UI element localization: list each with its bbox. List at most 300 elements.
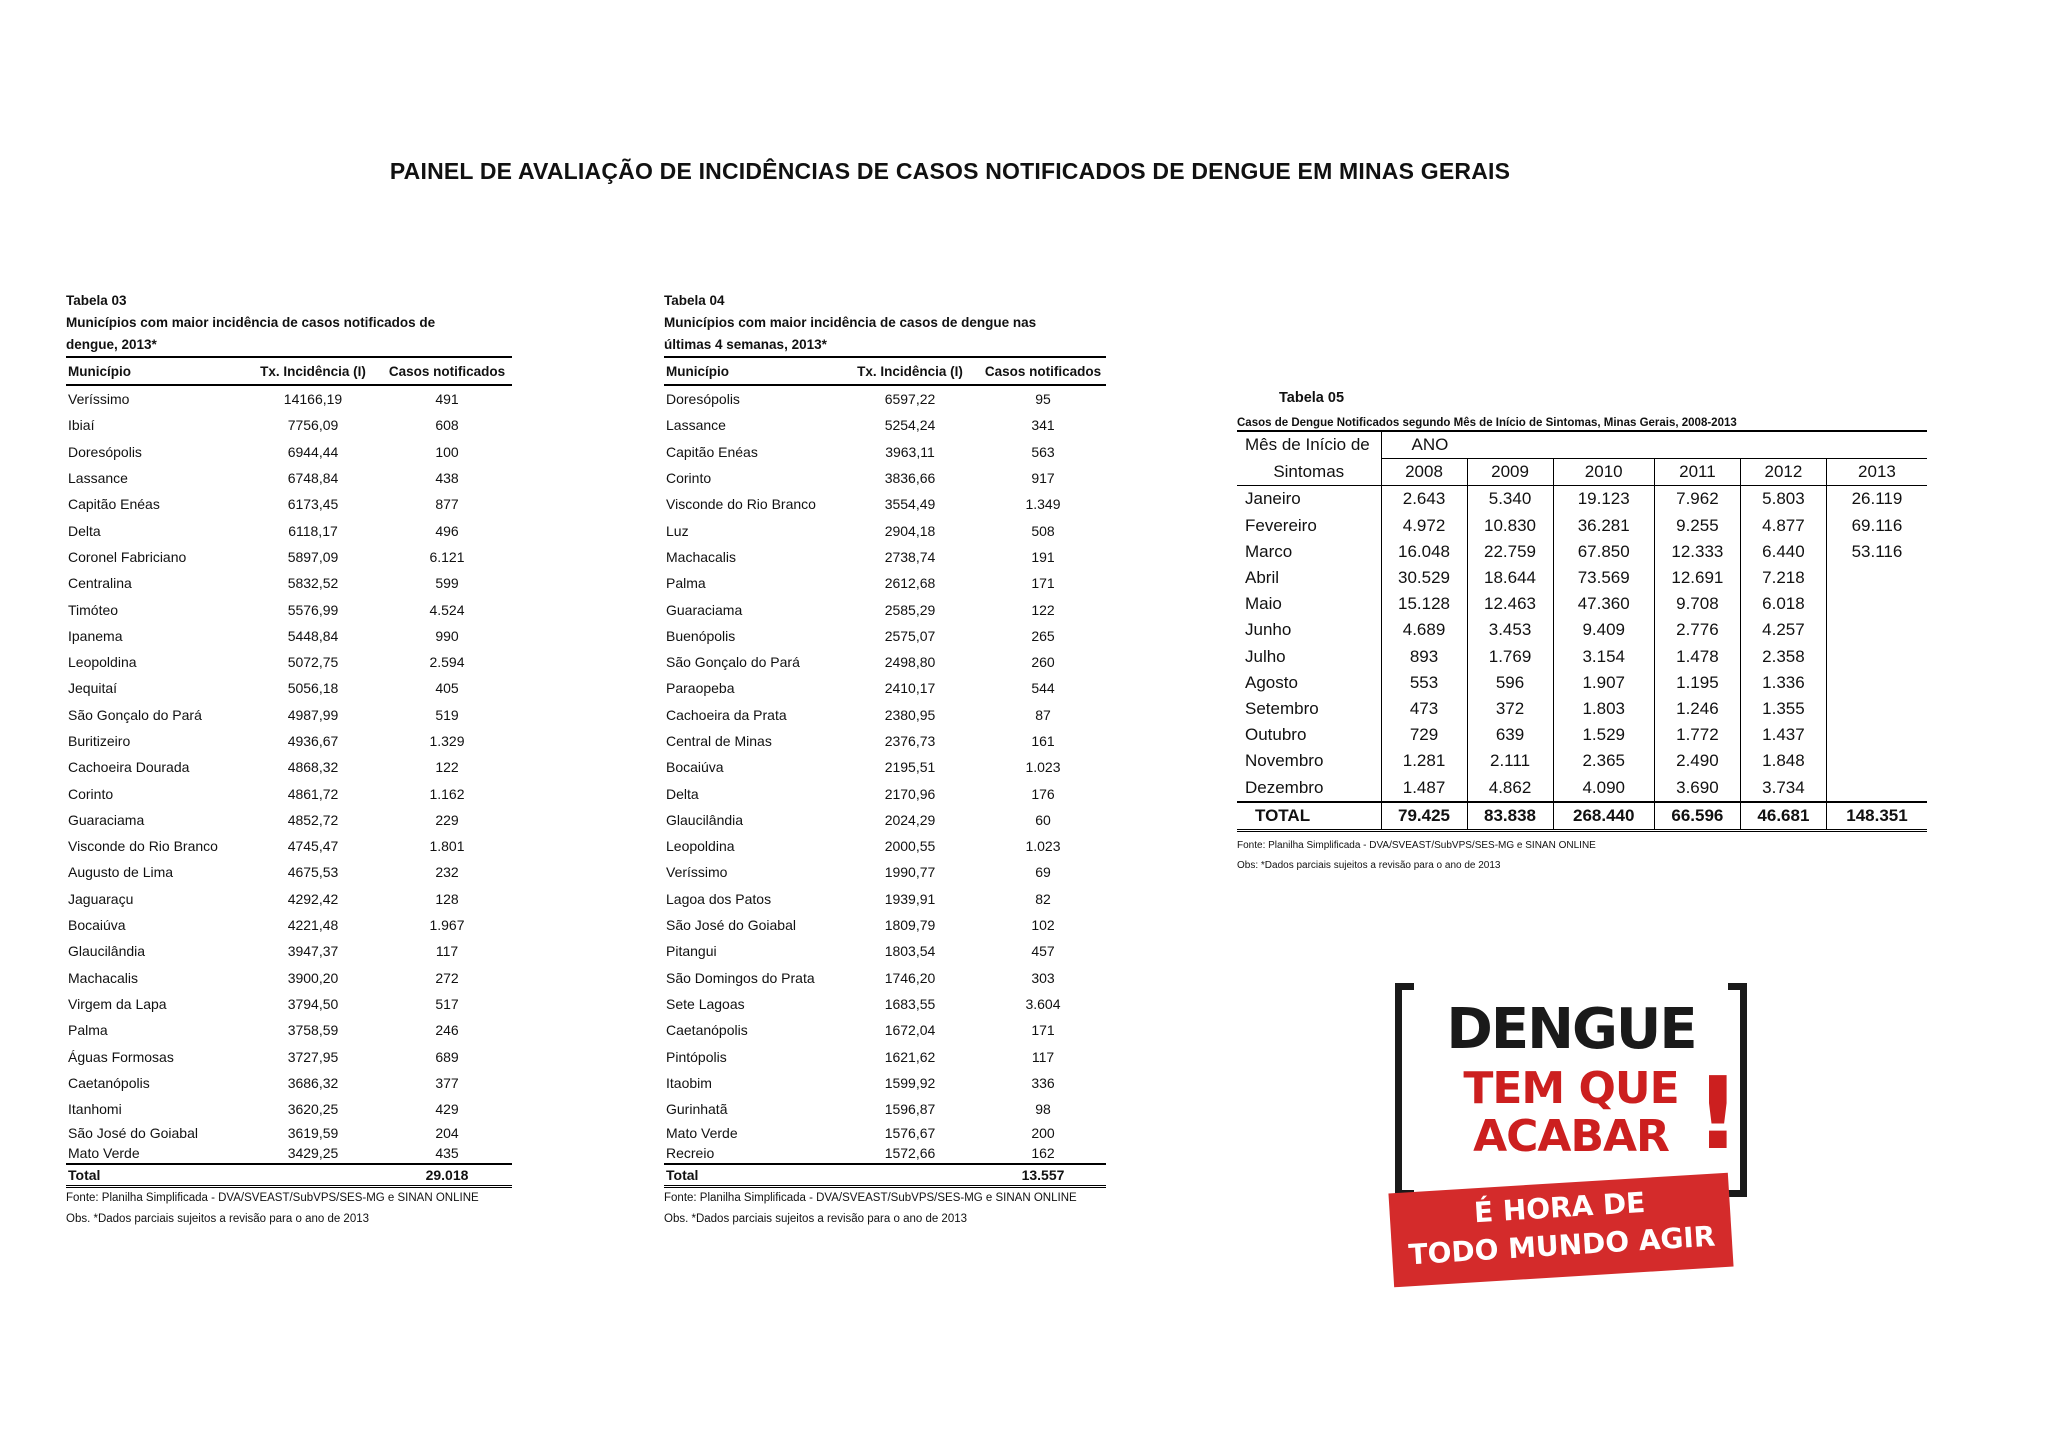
cases-cell: 15.128 — [1381, 591, 1467, 617]
incidence-cell: 2612,68 — [884, 575, 936, 592]
month-row — [1237, 617, 1927, 643]
table-row — [66, 938, 512, 964]
incidence-cell: 1596,87 — [884, 1101, 936, 1118]
cases-cell: 2.365 — [1553, 748, 1654, 774]
table-row — [664, 886, 1106, 912]
table-row — [664, 754, 1106, 780]
cases-cell: 1.769 — [1467, 644, 1553, 670]
cases-cell: 1.848 — [1740, 748, 1826, 774]
year-header: 2008 — [1381, 459, 1467, 486]
total-value: 29.018 — [380, 1164, 512, 1187]
municipio-cell: Guaraciama — [666, 601, 743, 618]
month-cell: Fevereiro — [1237, 513, 1381, 539]
incidence-cell: 2904,18 — [884, 522, 936, 539]
month-cell: Janeiro — [1237, 486, 1381, 513]
incidence-cell: 2380,95 — [884, 706, 936, 723]
cases-cell: 429 — [435, 1101, 459, 1118]
cases-cell: 162 — [1031, 1145, 1055, 1162]
cases-cell: 435 — [435, 1145, 459, 1162]
total-row — [1237, 802, 1927, 831]
cases-cell: 272 — [435, 969, 459, 986]
municipio-cell: Bocaiúva — [68, 917, 126, 934]
cases-cell — [1826, 591, 1927, 617]
municipio-cell: São Gonçalo do Pará — [68, 706, 202, 723]
municipio-cell: Recreio — [666, 1145, 715, 1162]
incidence-cell: 4861,72 — [287, 785, 339, 802]
incidence-cell: 1939,91 — [884, 890, 936, 907]
cases-cell: 553 — [1381, 670, 1467, 696]
table-caption: Casos de Dengue Notificados segundo Mês de Início de Sintomas, Minas Gerais, 2008-2013 — [1237, 417, 1927, 432]
table-row — [664, 465, 1106, 491]
table-row — [664, 649, 1106, 675]
municipio-cell: Águas Formosas — [68, 1048, 174, 1065]
table-row — [66, 965, 512, 991]
table-row — [664, 912, 1106, 938]
table-row — [664, 991, 1106, 1017]
table-row — [664, 570, 1106, 596]
table-row — [664, 412, 1106, 438]
cases-cell: 1.023 — [1025, 838, 1061, 855]
cases-cell: 544 — [1031, 680, 1055, 697]
table-row — [66, 649, 512, 675]
table-row — [664, 491, 1106, 517]
cases-cell: 9.255 — [1654, 513, 1740, 539]
cases-cell: 491 — [435, 391, 459, 408]
cases-cell: 260 — [1031, 654, 1055, 671]
month-row — [1237, 670, 1927, 696]
table-row — [664, 385, 1106, 412]
cases-cell: 2.594 — [429, 654, 465, 671]
table-caption: Municípios com maior incidência de casos de dengue nas — [664, 315, 1037, 330]
table-row — [664, 702, 1106, 728]
month-row — [1237, 486, 1927, 513]
cases-cell: 689 — [435, 1048, 459, 1065]
municipio-cell: Itaobim — [666, 1074, 712, 1091]
cases-cell: 1.437 — [1740, 722, 1826, 748]
municipio-cell: Bocaiúva — [666, 759, 724, 776]
municipio-cell: Mato Verde — [666, 1124, 738, 1141]
month-cell: Abril — [1237, 565, 1381, 591]
cases-cell: 639 — [1467, 722, 1553, 748]
cases-cell: 3.734 — [1740, 774, 1826, 801]
municipio-cell: Capitão Enéas — [68, 496, 160, 513]
table-row — [66, 780, 512, 806]
municipio-cell: Leopoldina — [666, 838, 735, 855]
cases-cell: 2.643 — [1381, 486, 1467, 513]
table-row — [66, 833, 512, 859]
cases-cell: 917 — [1031, 470, 1055, 487]
incidence-cell: 3947,37 — [287, 943, 339, 960]
incidence-cell: 1803,54 — [884, 943, 936, 960]
municipio-cell: Ipanema — [68, 627, 123, 644]
month-cell: Agosto — [1237, 670, 1381, 696]
month-row — [1237, 748, 1927, 774]
table-row — [66, 491, 512, 517]
incidence-cell: 1746,20 — [884, 969, 936, 986]
incidence-cell: 4745,47 — [287, 838, 339, 855]
table-row — [66, 1070, 512, 1096]
month-cell: Novembro — [1237, 748, 1381, 774]
incidence-cell: 3727,95 — [287, 1048, 339, 1065]
cases-cell: 122 — [435, 759, 459, 776]
year-group-header: ANO — [1381, 432, 1927, 459]
cases-cell: 117 — [1031, 1048, 1055, 1065]
year-header: 2010 — [1553, 459, 1654, 486]
cases-cell: 4.257 — [1740, 617, 1826, 643]
table-row — [66, 1043, 512, 1069]
table-row — [664, 833, 1106, 859]
cases-cell: 3.453 — [1467, 617, 1553, 643]
cases-cell: 87 — [1035, 706, 1051, 723]
cases-cell: 16.048 — [1381, 539, 1467, 565]
municipio-cell: Mato Verde — [68, 1145, 140, 1162]
cases-cell: 1.246 — [1654, 696, 1740, 722]
table-row — [66, 1143, 512, 1165]
total-value: 148.351 — [1826, 802, 1927, 831]
total-value: 46.681 — [1740, 802, 1826, 831]
table-row — [664, 1070, 1106, 1096]
table-row — [664, 596, 1106, 622]
cases-cell — [1826, 644, 1927, 670]
cases-cell: 5.803 — [1740, 486, 1826, 513]
incidence-cell: 5072,75 — [287, 654, 339, 671]
cases-cell: 1.487 — [1381, 774, 1467, 801]
table-row — [664, 1143, 1106, 1165]
cases-cell: 2.111 — [1467, 748, 1553, 774]
municipio-cell: Cachoeira Dourada — [68, 759, 190, 776]
municipio-cell: Gurinhatã — [666, 1101, 728, 1118]
column-header: Município — [664, 357, 840, 385]
cases-cell: 1.349 — [1025, 496, 1061, 513]
cases-cell: 229 — [435, 811, 459, 828]
table-row — [66, 1122, 512, 1143]
municipio-cell: Pintópolis — [666, 1048, 727, 1065]
column-header: Casos notificados — [978, 357, 1106, 385]
month-cell: Setembro — [1237, 696, 1381, 722]
municipios-table — [66, 356, 512, 1188]
cases-cell: 990 — [435, 627, 459, 644]
cases-cell — [1826, 565, 1927, 591]
table-row — [664, 1096, 1106, 1122]
table-caption: últimas 4 semanas, 2013* — [664, 337, 827, 352]
table-row — [664, 517, 1106, 543]
cases-cell: 1.801 — [429, 838, 465, 855]
incidence-cell: 1809,79 — [884, 917, 936, 934]
incidence-cell: 1672,04 — [884, 1022, 936, 1039]
cases-cell: 377 — [435, 1074, 459, 1091]
incidence-cell: 2024,29 — [884, 811, 936, 828]
incidence-cell: 3836,66 — [884, 470, 936, 487]
month-header: Sintomas — [1237, 459, 1381, 486]
cases-cell: 473 — [1381, 696, 1467, 722]
month-cell: Julho — [1237, 644, 1381, 670]
incidence-cell: 6173,45 — [287, 496, 339, 513]
municipio-cell: Corinto — [666, 470, 712, 487]
table-row — [664, 859, 1106, 885]
cases-cell: 246 — [435, 1022, 459, 1039]
month-cell: Outubro — [1237, 722, 1381, 748]
table-row — [664, 728, 1106, 754]
banner-line: TODO MUNDO AGIR — [1407, 1219, 1717, 1272]
municipio-cell: Centralina — [68, 575, 132, 592]
municipio-cell: Lagoa dos Patos — [666, 890, 772, 907]
cases-cell: 60 — [1035, 811, 1051, 828]
cases-cell: 5.340 — [1467, 486, 1553, 513]
municipio-cell: Jequitaí — [68, 680, 118, 697]
cases-cell: 9.708 — [1654, 591, 1740, 617]
incidence-cell: 2376,73 — [884, 733, 936, 749]
municipio-cell: Timóteo — [68, 601, 119, 618]
cases-cell: 18.644 — [1467, 565, 1553, 591]
cases-cell: 6.121 — [429, 548, 465, 565]
cases-cell: 508 — [1031, 522, 1055, 539]
cases-cell — [1826, 722, 1927, 748]
cases-cell — [1826, 748, 1927, 774]
obs-note: Obs: *Dados parciais sujeitos a revisão para o ano de 2013 — [1237, 859, 1501, 871]
municipio-cell: Cachoeira da Prata — [666, 706, 787, 723]
cases-cell: 457 — [1031, 943, 1055, 960]
cases-cell: 4.877 — [1740, 513, 1826, 539]
cases-cell: 4.524 — [429, 601, 465, 618]
cases-cell: 69 — [1035, 864, 1051, 881]
incidence-cell: 5897,09 — [287, 548, 339, 565]
cases-cell: 877 — [435, 496, 459, 513]
cases-cell: 4.689 — [1381, 617, 1467, 643]
cases-cell: 191 — [1031, 548, 1055, 565]
incidence-cell: 1683,55 — [884, 995, 936, 1012]
total-value: 66.596 — [1654, 802, 1740, 831]
cases-cell: 98 — [1035, 1101, 1051, 1118]
municipio-cell: Palma — [666, 575, 706, 592]
incidence-cell: 5832,52 — [287, 575, 339, 592]
total-value: 79.425 — [1381, 802, 1467, 831]
table-row — [66, 754, 512, 780]
table-row — [664, 807, 1106, 833]
month-cell: Maio — [1237, 591, 1381, 617]
municipio-cell: Veríssimo — [666, 864, 728, 881]
incidence-cell: 4221,48 — [287, 917, 339, 934]
municipio-cell: Capitão Enéas — [666, 443, 758, 460]
year-header: 2009 — [1467, 459, 1553, 486]
page-title: PAINEL DE AVALIAÇÃO DE INCIDÊNCIAS DE CASOS NOTIFICADOS DE DENGUE EM MINAS GERAIS — [389, 158, 1511, 184]
poster-line: ACABAR — [1473, 1111, 1669, 1162]
table-row — [66, 912, 512, 938]
municipio-cell: Corinto — [68, 785, 114, 802]
table-row — [664, 439, 1106, 465]
incidence-cell: 5254,24 — [884, 417, 936, 434]
cases-cell: 47.360 — [1553, 591, 1654, 617]
cases-cell: 265 — [1031, 627, 1055, 644]
dengue-campaign-poster — [1395, 975, 1747, 1275]
table-label: Tabela 05 — [1279, 390, 1345, 406]
table-row — [66, 517, 512, 543]
incidence-cell: 3686,32 — [287, 1074, 339, 1091]
municipio-cell: Machacalis — [68, 969, 139, 986]
cases-cell: 9.409 — [1553, 617, 1654, 643]
tabela-04 — [664, 290, 1106, 1230]
cases-cell: 1.329 — [429, 733, 465, 749]
incidence-cell: 6118,17 — [288, 522, 338, 539]
cases-cell: 438 — [435, 470, 459, 487]
table-row — [664, 1122, 1106, 1143]
cases-cell: 30.529 — [1381, 565, 1467, 591]
cases-cell: 517 — [435, 995, 459, 1012]
municipio-cell: Doresópolis — [68, 443, 142, 460]
total-spacer — [244, 1164, 380, 1187]
municipio-cell: Glaucilândia — [68, 943, 146, 960]
poster-banner — [1388, 1173, 1733, 1288]
month-row — [1237, 774, 1927, 801]
municipio-cell: Machacalis — [666, 548, 737, 565]
municipio-cell: São José do Goiabal — [68, 1124, 198, 1141]
cases-cell — [1826, 670, 1927, 696]
table-row — [66, 728, 512, 754]
incidence-cell: 14166,19 — [283, 391, 343, 408]
table-row — [66, 702, 512, 728]
table-row — [664, 544, 1106, 570]
incidence-cell: 3900,20 — [287, 969, 339, 986]
table-caption: dengue, 2013* — [66, 337, 157, 352]
cases-cell: 893 — [1381, 644, 1467, 670]
cases-cell: 176 — [1031, 785, 1055, 802]
incidence-cell: 6597,22 — [884, 391, 936, 408]
municipio-cell: São José do Goiabal — [666, 917, 796, 934]
source-note: Fonte: Planilha Simplificada - DVA/SVEAST/SubVPS/SES-MG e SINAN ONLINE — [664, 1192, 1077, 1205]
table-row — [66, 544, 512, 570]
cases-cell: 12.333 — [1654, 539, 1740, 565]
incidence-cell: 5056,18 — [287, 680, 339, 697]
cases-cell: 204 — [435, 1124, 459, 1141]
cases-cell: 171 — [1031, 575, 1055, 592]
cases-cell: 100 — [435, 443, 459, 460]
municipio-cell: Sete Lagoas — [666, 995, 745, 1012]
table-caption: Municípios com maior incidência de casos notificados de — [66, 315, 436, 330]
total-label: Total — [66, 1164, 244, 1187]
cases-cell: 1.529 — [1553, 722, 1654, 748]
table-label: Tabela 04 — [664, 293, 725, 308]
year-header: 2011 — [1654, 459, 1740, 486]
table-row — [664, 1043, 1106, 1069]
cases-cell: 336 — [1031, 1074, 1055, 1091]
month-cell: Marco — [1237, 539, 1381, 565]
incidence-cell: 3620,25 — [287, 1101, 339, 1118]
municipio-cell: Glaucilândia — [666, 811, 744, 828]
table-row — [66, 1017, 512, 1043]
incidence-cell: 1572,66 — [884, 1145, 936, 1162]
cases-cell: 372 — [1467, 696, 1553, 722]
cases-cell: 7.218 — [1740, 565, 1826, 591]
month-row — [1237, 696, 1927, 722]
municipio-cell: Delta — [666, 785, 699, 802]
column-header: Tx. Incidência (I) — [840, 357, 978, 385]
incidence-cell: 4868,32 — [287, 759, 339, 776]
cases-cell: 729 — [1381, 722, 1467, 748]
cases-cell: 596 — [1467, 670, 1553, 696]
poster-line: TEM QUE — [1463, 1063, 1679, 1114]
cases-cell: 563 — [1031, 443, 1055, 460]
cases-cell: 6.440 — [1740, 539, 1826, 565]
table-row — [66, 596, 512, 622]
cases-cell: 2.358 — [1740, 644, 1826, 670]
total-spacer — [840, 1164, 978, 1187]
incidence-cell: 1990,77 — [884, 864, 936, 881]
column-header: Tx. Incidência (I) — [244, 357, 380, 385]
tabela-05 — [1237, 390, 1927, 873]
table-row — [66, 623, 512, 649]
table-row — [66, 412, 512, 438]
cases-cell: 4.972 — [1381, 513, 1467, 539]
incidence-cell: 2575,07 — [884, 627, 936, 644]
municipio-cell: Pitangui — [666, 943, 717, 960]
table-row — [664, 965, 1106, 991]
table-row — [66, 570, 512, 596]
incidence-cell: 5576,99 — [287, 601, 339, 618]
month-cell: Dezembro — [1237, 774, 1381, 801]
cases-cell — [1826, 774, 1927, 801]
incidence-cell: 4675,53 — [287, 864, 339, 881]
tabela-03 — [66, 290, 512, 1230]
municipio-cell: Augusto de Lima — [68, 864, 174, 881]
municipio-cell: Itanhomi — [68, 1101, 122, 1118]
municipio-cell: Delta — [68, 522, 101, 539]
total-value: 13.557 — [978, 1164, 1106, 1187]
cases-cell: 12.691 — [1654, 565, 1740, 591]
incidence-cell: 4987,99 — [287, 706, 339, 723]
table-row — [664, 1017, 1106, 1043]
incidence-cell: 2498,80 — [884, 654, 936, 671]
cases-cell: 2.776 — [1654, 617, 1740, 643]
table-row — [66, 886, 512, 912]
cases-cell: 12.463 — [1467, 591, 1553, 617]
cases-cell: 405 — [435, 680, 459, 697]
municipio-cell: Jaguaraçu — [68, 890, 134, 907]
incidence-cell: 7756,09 — [287, 417, 339, 434]
municipio-cell: Central de Minas — [666, 733, 772, 749]
municipio-cell: Luz — [666, 522, 689, 539]
cases-cell: 161 — [1031, 733, 1055, 749]
municipio-cell: Coronel Fabriciano — [68, 548, 187, 565]
incidence-cell: 3619,59 — [287, 1124, 339, 1141]
table-row — [664, 780, 1106, 806]
municipio-cell: Leopoldina — [68, 654, 137, 671]
cases-cell: 6.018 — [1740, 591, 1826, 617]
cases-cell: 67.850 — [1553, 539, 1654, 565]
cases-cell: 1.195 — [1654, 670, 1740, 696]
municipio-cell: Buenópolis — [666, 627, 736, 644]
month-row — [1237, 722, 1927, 748]
cases-cell: 117 — [435, 943, 459, 960]
cases-cell: 22.759 — [1467, 539, 1553, 565]
poster-headline: DENGUE — [1446, 997, 1696, 1062]
municipio-cell: Caetanópolis — [666, 1022, 748, 1039]
total-row — [664, 1164, 1106, 1187]
cases-cell: 608 — [435, 417, 459, 434]
municipio-cell: Guaraciama — [68, 811, 145, 828]
municipio-cell: Doresópolis — [666, 391, 740, 408]
incidence-cell: 3963,11 — [885, 443, 935, 460]
total-label: Total — [664, 1164, 840, 1187]
cases-cell: 1.023 — [1025, 759, 1061, 776]
cases-cell: 7.962 — [1654, 486, 1740, 513]
table-row — [66, 1096, 512, 1122]
cases-cell: 1.355 — [1740, 696, 1826, 722]
municipio-cell: Lassance — [666, 417, 726, 434]
cases-cell: 1.336 — [1740, 670, 1826, 696]
table-row — [664, 938, 1106, 964]
cases-cell: 36.281 — [1553, 513, 1654, 539]
cases-cell: 19.123 — [1553, 486, 1654, 513]
column-header: Município — [66, 357, 244, 385]
